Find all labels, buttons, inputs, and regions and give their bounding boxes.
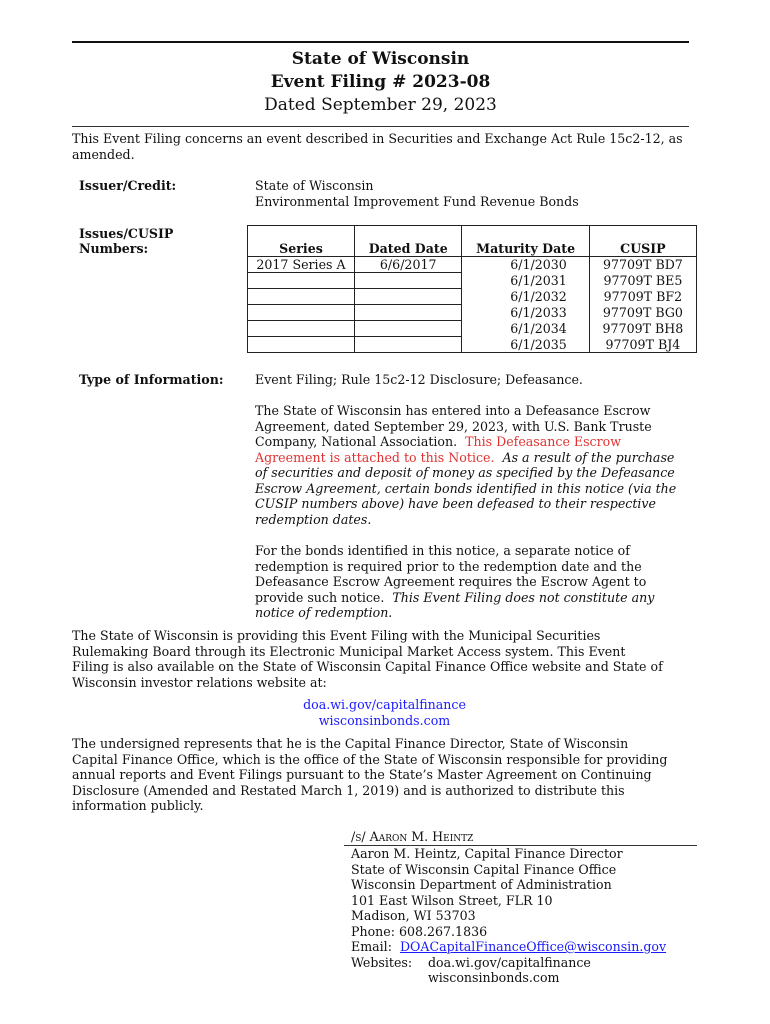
websites-label: Websites:: [351, 955, 413, 970]
para4-line: The undersigned represents that he is the Capital Finance Director, State of Wisconsin: [72, 736, 629, 751]
attachment-notice-cont: Agreement is attached to this Notice.: [255, 449, 495, 465]
cell-series: [248, 337, 355, 353]
table-row: [248, 337, 697, 353]
signer-city: Madison, WI 53703: [351, 908, 476, 923]
cell-dated-date: [354, 337, 461, 353]
cell-dated-date: [354, 305, 461, 321]
cell-series: 2017 Series A: [248, 257, 355, 273]
table-row: [248, 257, 697, 273]
cell-maturity-date: 6/1/2031: [462, 273, 589, 289]
signer-phone: Phone: 608.267.1836: [351, 924, 488, 939]
cell-maturity-date: 6/1/2033: [462, 305, 589, 321]
para2-line: notice of redemption.: [255, 605, 393, 620]
intro-text: This Event Filing concerns an event described in Securities and Exchange Act Rule 15c2-12, as amended.: [72, 131, 683, 162]
top-rule: [72, 41, 689, 43]
cell-dated-date: [354, 321, 461, 337]
email-link[interactable]: DOACapitalFinanceOffice@wisconsin.gov: [399, 939, 667, 954]
para1-line: [255, 434, 695, 450]
para2-line: Defeasance Escrow Agreement requires the Escrow Agent to: [255, 574, 647, 589]
signer-department: Wisconsin Department of Administration: [351, 877, 612, 892]
para2-line: For the bonds identified in this notice, a separate notice of: [255, 543, 630, 558]
cell-dated-date: [354, 289, 461, 305]
cell-series: [248, 305, 355, 321]
cusip-table: [247, 225, 697, 353]
para1-line: Agreement, dated September 29, 2023, with U.S. Bank Truste: [255, 418, 652, 434]
cell-series: [248, 321, 355, 337]
cell-dated-date: 6/6/2017: [354, 257, 461, 273]
attachment-notice: This Defeasance Escrow: [465, 434, 621, 449]
cell-maturity-date: 6/1/2030: [462, 257, 589, 273]
header-rule: [72, 126, 689, 127]
signer-email-row: [351, 939, 666, 955]
para1-line: [255, 450, 695, 466]
cell-series: [248, 273, 355, 289]
link-wisconsinbonds[interactable]: wisconsinbonds.com: [318, 713, 451, 728]
issuer-label: Issuer/Credit:: [79, 178, 177, 193]
filing-date: Dated September 29, 2023: [264, 95, 497, 115]
issuer-line-2: Environmental Improvement Fund Revenue Bonds: [255, 194, 579, 209]
table-row: [248, 305, 697, 321]
cell-cusip: 97709T BF2: [589, 289, 696, 305]
col-series: Series: [248, 226, 355, 257]
type-info-label: Type of Information:: [79, 372, 224, 387]
para1-line: Escrow Agreement, certain bonds identified in this notice (via the: [255, 480, 677, 496]
para1-line: redemption dates.: [255, 511, 372, 527]
para2-line: [255, 590, 695, 606]
para1-line: CUSIP numbers above) have been defeased to their respective: [255, 496, 657, 511]
issuer-line-1: State of Wisconsin: [255, 178, 374, 193]
para2-line: redemption is required prior to the redemption date and the: [255, 558, 642, 574]
website-wisconsinbonds[interactable]: wisconsinbonds.com: [428, 970, 560, 985]
signer-office: State of Wisconsin Capital Finance Office: [351, 862, 617, 877]
cell-maturity-date: 6/1/2035: [462, 337, 589, 353]
type-info-value: Event Filing; Rule 15c2-12 Disclosure; Defeasance.: [255, 372, 583, 387]
para3-line: Wisconsin investor relations website at:: [72, 674, 327, 690]
issues-label-1: Issues/CUSIP: [79, 226, 174, 241]
para3-line: Filing is also available on the State of Wisconsin Capital Finance Office website and State of: [72, 659, 663, 674]
email-label: Email:: [351, 939, 400, 954]
cell-cusip: 97709T BE5: [589, 273, 696, 289]
cell-maturity-date: 6/1/2034: [462, 321, 589, 337]
doc-title: State of Wisconsin: [291, 49, 470, 69]
cell-dated-date: [354, 273, 461, 289]
para4-line: annual reports and Event Filings pursuant to the State’s Master Agreement on Continuing: [72, 767, 652, 782]
col-dated-date: Dated Date: [354, 226, 461, 257]
para3-line: Rulemaking Board through its Electronic Municipal Market Access system. This Event: [72, 643, 626, 659]
cell-series: [248, 289, 355, 305]
para2-line-part: provide such notice.: [255, 589, 393, 605]
cell-cusip: 97709T BD7: [589, 257, 696, 273]
col-maturity-date: Maturity Date: [462, 226, 589, 257]
para2-line-part: This Event Filing does not constitute any: [392, 589, 655, 605]
redemption-paragraph: [255, 543, 695, 621]
emma-paragraph: [72, 628, 697, 690]
issues-label-2: Numbers:: [79, 241, 149, 256]
signer-street: 101 East Wilson Street, FLR 10: [351, 893, 553, 908]
para4-line: Disclosure (Amended and Restated March 1, 2019) and is authorized to distribute this: [72, 782, 625, 798]
cell-cusip: 97709T BH8: [589, 321, 696, 337]
para4-line: information publicly.: [72, 798, 204, 813]
col-cusip: CUSIP: [589, 226, 696, 257]
website-capitalfinance[interactable]: doa.wi.gov/capitalfinance: [428, 955, 591, 970]
cell-cusip: 97709T BG0: [589, 305, 696, 321]
defeasance-paragraph: [255, 403, 695, 527]
certification-paragraph: [72, 736, 697, 814]
para4-line: Capital Finance Office, which is the office of the State of Wisconsin responsible for providing: [72, 751, 668, 767]
para1-line: of securities and deposit of money as specified by the Defeasance: [255, 465, 675, 480]
filing-number: Event Filing # 2023-08: [270, 72, 491, 92]
table-row: [248, 289, 697, 305]
signature-line: /s/ Aaron M. Heintz: [351, 829, 474, 844]
para1-line: The State of Wisconsin has entered into a Defeasance Escrow: [255, 403, 651, 418]
table-row: [248, 273, 697, 289]
link-capitalfinance[interactable]: doa.wi.gov/capitalfinance: [303, 697, 466, 712]
cell-maturity-date: 6/1/2032: [462, 289, 589, 305]
table-row: [248, 321, 697, 337]
para1-line-part: As a result of the purchase: [494, 449, 675, 465]
cusip-table-header: [248, 226, 697, 257]
para3-line: The State of Wisconsin is providing this Event Filing with the Municipal Securities: [72, 628, 601, 643]
para1-line-part: Company, National Association.: [255, 434, 466, 449]
cell-cusip: 97709T BJ4: [589, 337, 696, 353]
signer-name: Aaron M. Heintz, Capital Finance Director: [351, 846, 623, 861]
